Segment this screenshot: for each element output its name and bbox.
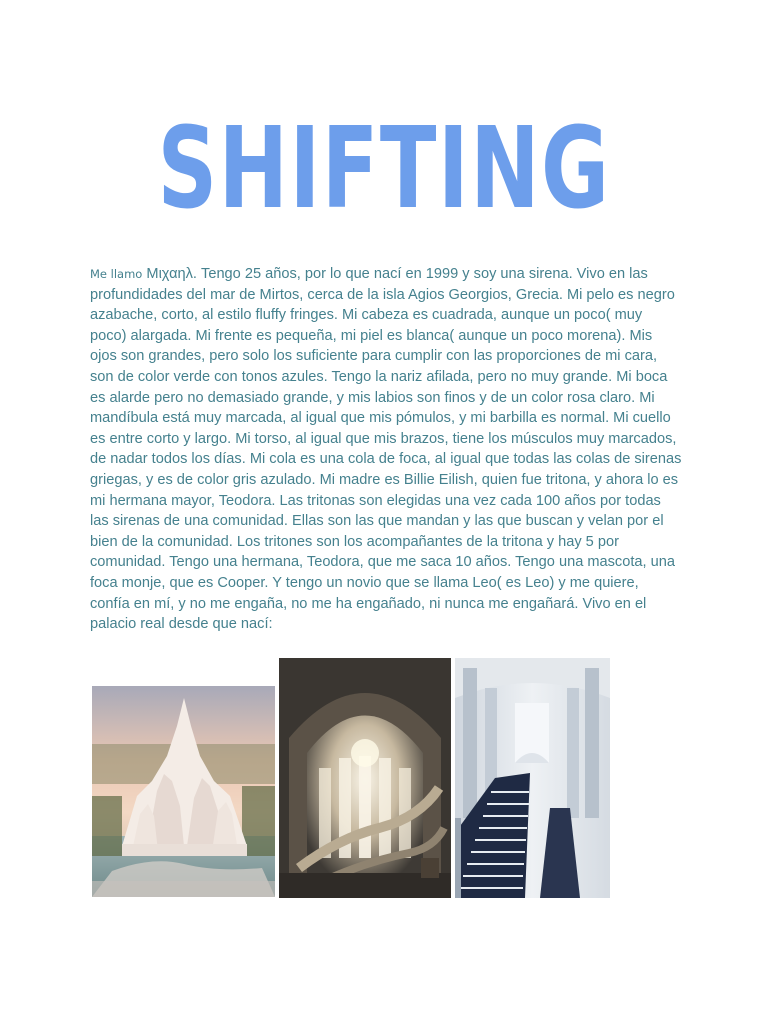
intro-label: Me llamo bbox=[90, 267, 143, 281]
page-title: SHIFTING bbox=[157, 104, 611, 234]
image-row bbox=[92, 658, 612, 900]
body-paragraph bbox=[90, 264, 682, 635]
palace-exterior-image bbox=[92, 686, 275, 897]
palace-staircase-image bbox=[279, 658, 451, 898]
paragraph-text: Μιχαηλ. Tengo 25 años, por lo que nací en 1999 y soy una sirena. Vivo en las profundidades del mar de Mirtos, cerca de la isla Agios Georgios, Grecia. Mi pelo es negro azabache, corto, al estilo fluffy fringes. Mi cabeza es cuadrada, aunque un poco( muy poco) alargada. Mi frente es pequeña, mi piel es blanca( aunque un poco morena). Mis ojos son grandes, pero solo los suficiente para cumplir con las proporciones de mi cara, son de color verde con tonos azules. Tengo la nariz afilada, pero no muy grande. Mi boca es alarde pero no demasiado grande, y mis labios son finos y de un color rosa claro. Mi mandíbula está muy marcada, al igual que mis pómulos, y mi barbilla es normal. Mi cuello es entre corto y largo. Mi torso, al igual que mis brazos, tiene los músculos muy marcados, de nadar todos los días. Mi cola es una cola de foca, al igual que todas las colas de sirenas griegas, y es de color gris azulado. Mi madre es Billie Eilish, quien fue tritona, y ahora lo es mi hermana mayor, Teodora. Las tritonas son elegidas una vez cada 100 años por todas las sirenas de una comunidad. Ellas son las que mandan y las que buscan y velan por el bien de la comunidad. Los tritones son los acompañantes de la tritona y hay 5 por comunidad. Tengo una hermana, Teodora, que me saca 10 años. Tengo una mascota, una foca monje, que es Cooper. Y tengo un novio que se llama Leo( es Leo) y me quiere, confía en mí, y no me engaña, no me ha engañado, ni nunca me engañará. Vivo en el palacio real desde que nací: bbox=[90, 266, 682, 633]
palace-hall-image bbox=[455, 658, 610, 898]
